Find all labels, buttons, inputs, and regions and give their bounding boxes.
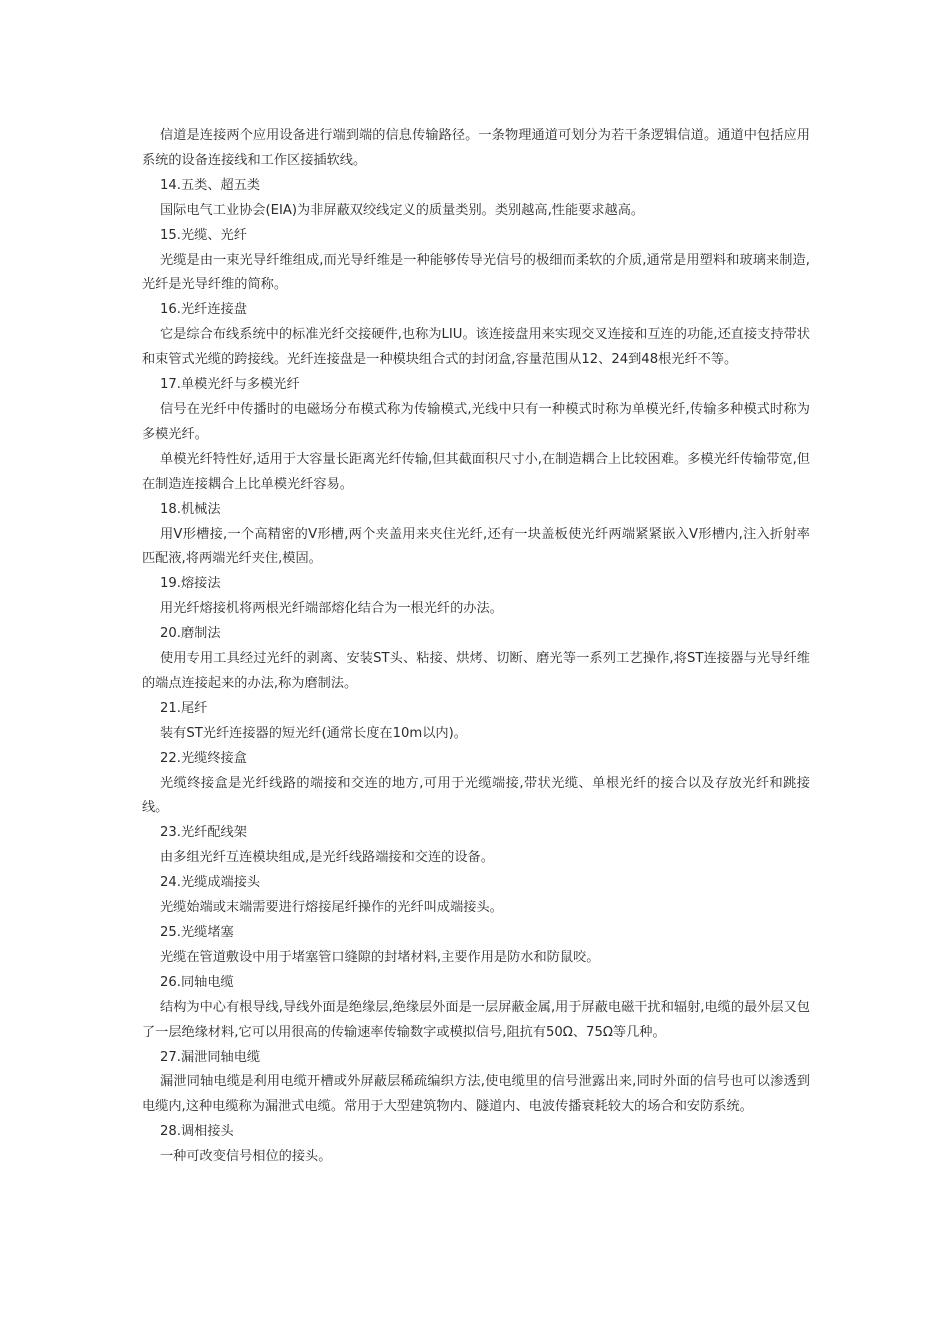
heading-22: 22.光缆终接盒 — [160, 750, 247, 766]
paragraph-26: 结构为中心有根导线,导线外面是绝缘层,绝缘层外面是一层屏蔽金属,用于屏蔽电磁干扰和辐射,电缆的最外层又包了一层绝缘材料,它可以用很高的传输速率传输数字或模拟信号,阻抗有50Ω、75Ω等几种。 — [142, 999, 810, 1040]
heading-14: 14.五类、超五类 — [160, 177, 261, 193]
heading-23: 23.光纤配线架 — [160, 825, 247, 841]
paragraph-14: 国际电气工业协会(EIA)为非屏蔽双绞线定义的质量类别。类别越高,性能要求越高。 — [160, 202, 645, 218]
heading-16: 16.光纤连接盘 — [160, 302, 247, 318]
paragraph-27: 漏泄同轴电缆是利用电缆开槽或外屏蔽层稀疏编织方法,使电缆里的信号泄露出来,同时外面的信号也可以渗透到电缆内,这种电缆称为漏泄式电缆。常用于大型建筑物内、隧道内、电波传播衰耗较大的场合和安防系统。 — [142, 1074, 810, 1115]
paragraph-25: 光缆在管道敷设中用于堵塞管口缝隙的封堵材料,主要作用是防水和防鼠咬。 — [160, 949, 600, 965]
heading-21: 21.尾纤 — [160, 700, 208, 716]
heading-17: 17.单模光纤与多模光纤 — [160, 377, 300, 393]
heading-28: 28.调相接头 — [160, 1124, 234, 1140]
document-body — [142, 124, 810, 1170]
heading-15: 15.光缆、光纤 — [160, 227, 247, 243]
paragraph-28: 一种可改变信号相位的接头。 — [160, 1149, 332, 1165]
heading-20: 20.磨制法 — [160, 626, 221, 642]
heading-18: 18.机械法 — [160, 501, 221, 517]
paragraph-18: 用V形槽接,一个高精密的V形槽,两个夹盖用来夹住光纤,还有一块盖板使光纤两端紧紧嵌入V形槽内,注入折射率匹配液,将两端光纤夹住,模固。 — [142, 526, 810, 567]
paragraph-19: 用光纤熔接机将两根光纤端部熔化结合为一根光纤的办法。 — [160, 601, 503, 617]
heading-26: 26.同轴电缆 — [160, 974, 234, 990]
paragraph-20: 使用专用工具经过光纤的剥离、安装ST头、粘接、烘烤、切断、磨光等一系列工艺操作,将ST连接器与光导纤维的端点连接起来的办法,称为磨制法。 — [142, 651, 810, 691]
paragraph-22: 光缆终接盒是光纤线路的端接和交连的地方,可用于光缆端接,带状光缆、单根光纤的接合以及存放光纤和跳接线。 — [142, 775, 810, 816]
paragraph-23: 由多组光纤互连模块组成,是光纤线路端接和交连的设备。 — [160, 850, 494, 866]
paragraph-17b: 单模光纤特性好,适用于大容量长距离光纤传输,但其截面积尺寸小,在制造耦合上比较困难。多模光纤传输带宽,但在制造连接耦合上比单模光纤容易。 — [142, 451, 810, 492]
paragraph-24: 光缆始端或末端需要进行熔接尾纤操作的光纤叫成端接头。 — [160, 900, 503, 916]
paragraph-channel-definition: 信道是连接两个应用设备进行端到端的信息传输路径。一条物理通道可划分为若干条逻辑信道。通道中包括应用系统的设备连接线和工作区接插软线。 — [142, 128, 810, 168]
paragraph-17a: 信号在光纤中传播时的电磁场分布模式称为传输模式,光线中只有一种模式时称为单模光纤,传输多种模式时称为多模光纤。 — [142, 401, 810, 442]
heading-25: 25.光缆堵塞 — [160, 925, 234, 940]
heading-27: 27.漏泄同轴电缆 — [160, 1049, 261, 1065]
paragraph-21: 装有ST光纤连接器的短光纤(通常长度在10m以内)。 — [160, 725, 467, 741]
paragraph-15: 光缆是由一束光导纤维组成,而光导纤维是一种能够传导光信号的极细而柔软的介质,通常是用塑料和玻璃来制造,光纤是光导纤维的简称。 — [142, 252, 810, 293]
heading-24: 24.光缆成端接头 — [160, 875, 261, 891]
heading-19: 19.熔接法 — [160, 576, 221, 592]
paragraph-16: 它是综合布线系统中的标准光纤交接硬件,也称为LIU。该连接盘用来实现交叉连接和互连的功能,还直接支持带状和束管式光缆的跨接线。光纤连接盘是一种模块组合式的封闭盒,容量范围从12、24到48根光纤不等。 — [142, 327, 810, 368]
